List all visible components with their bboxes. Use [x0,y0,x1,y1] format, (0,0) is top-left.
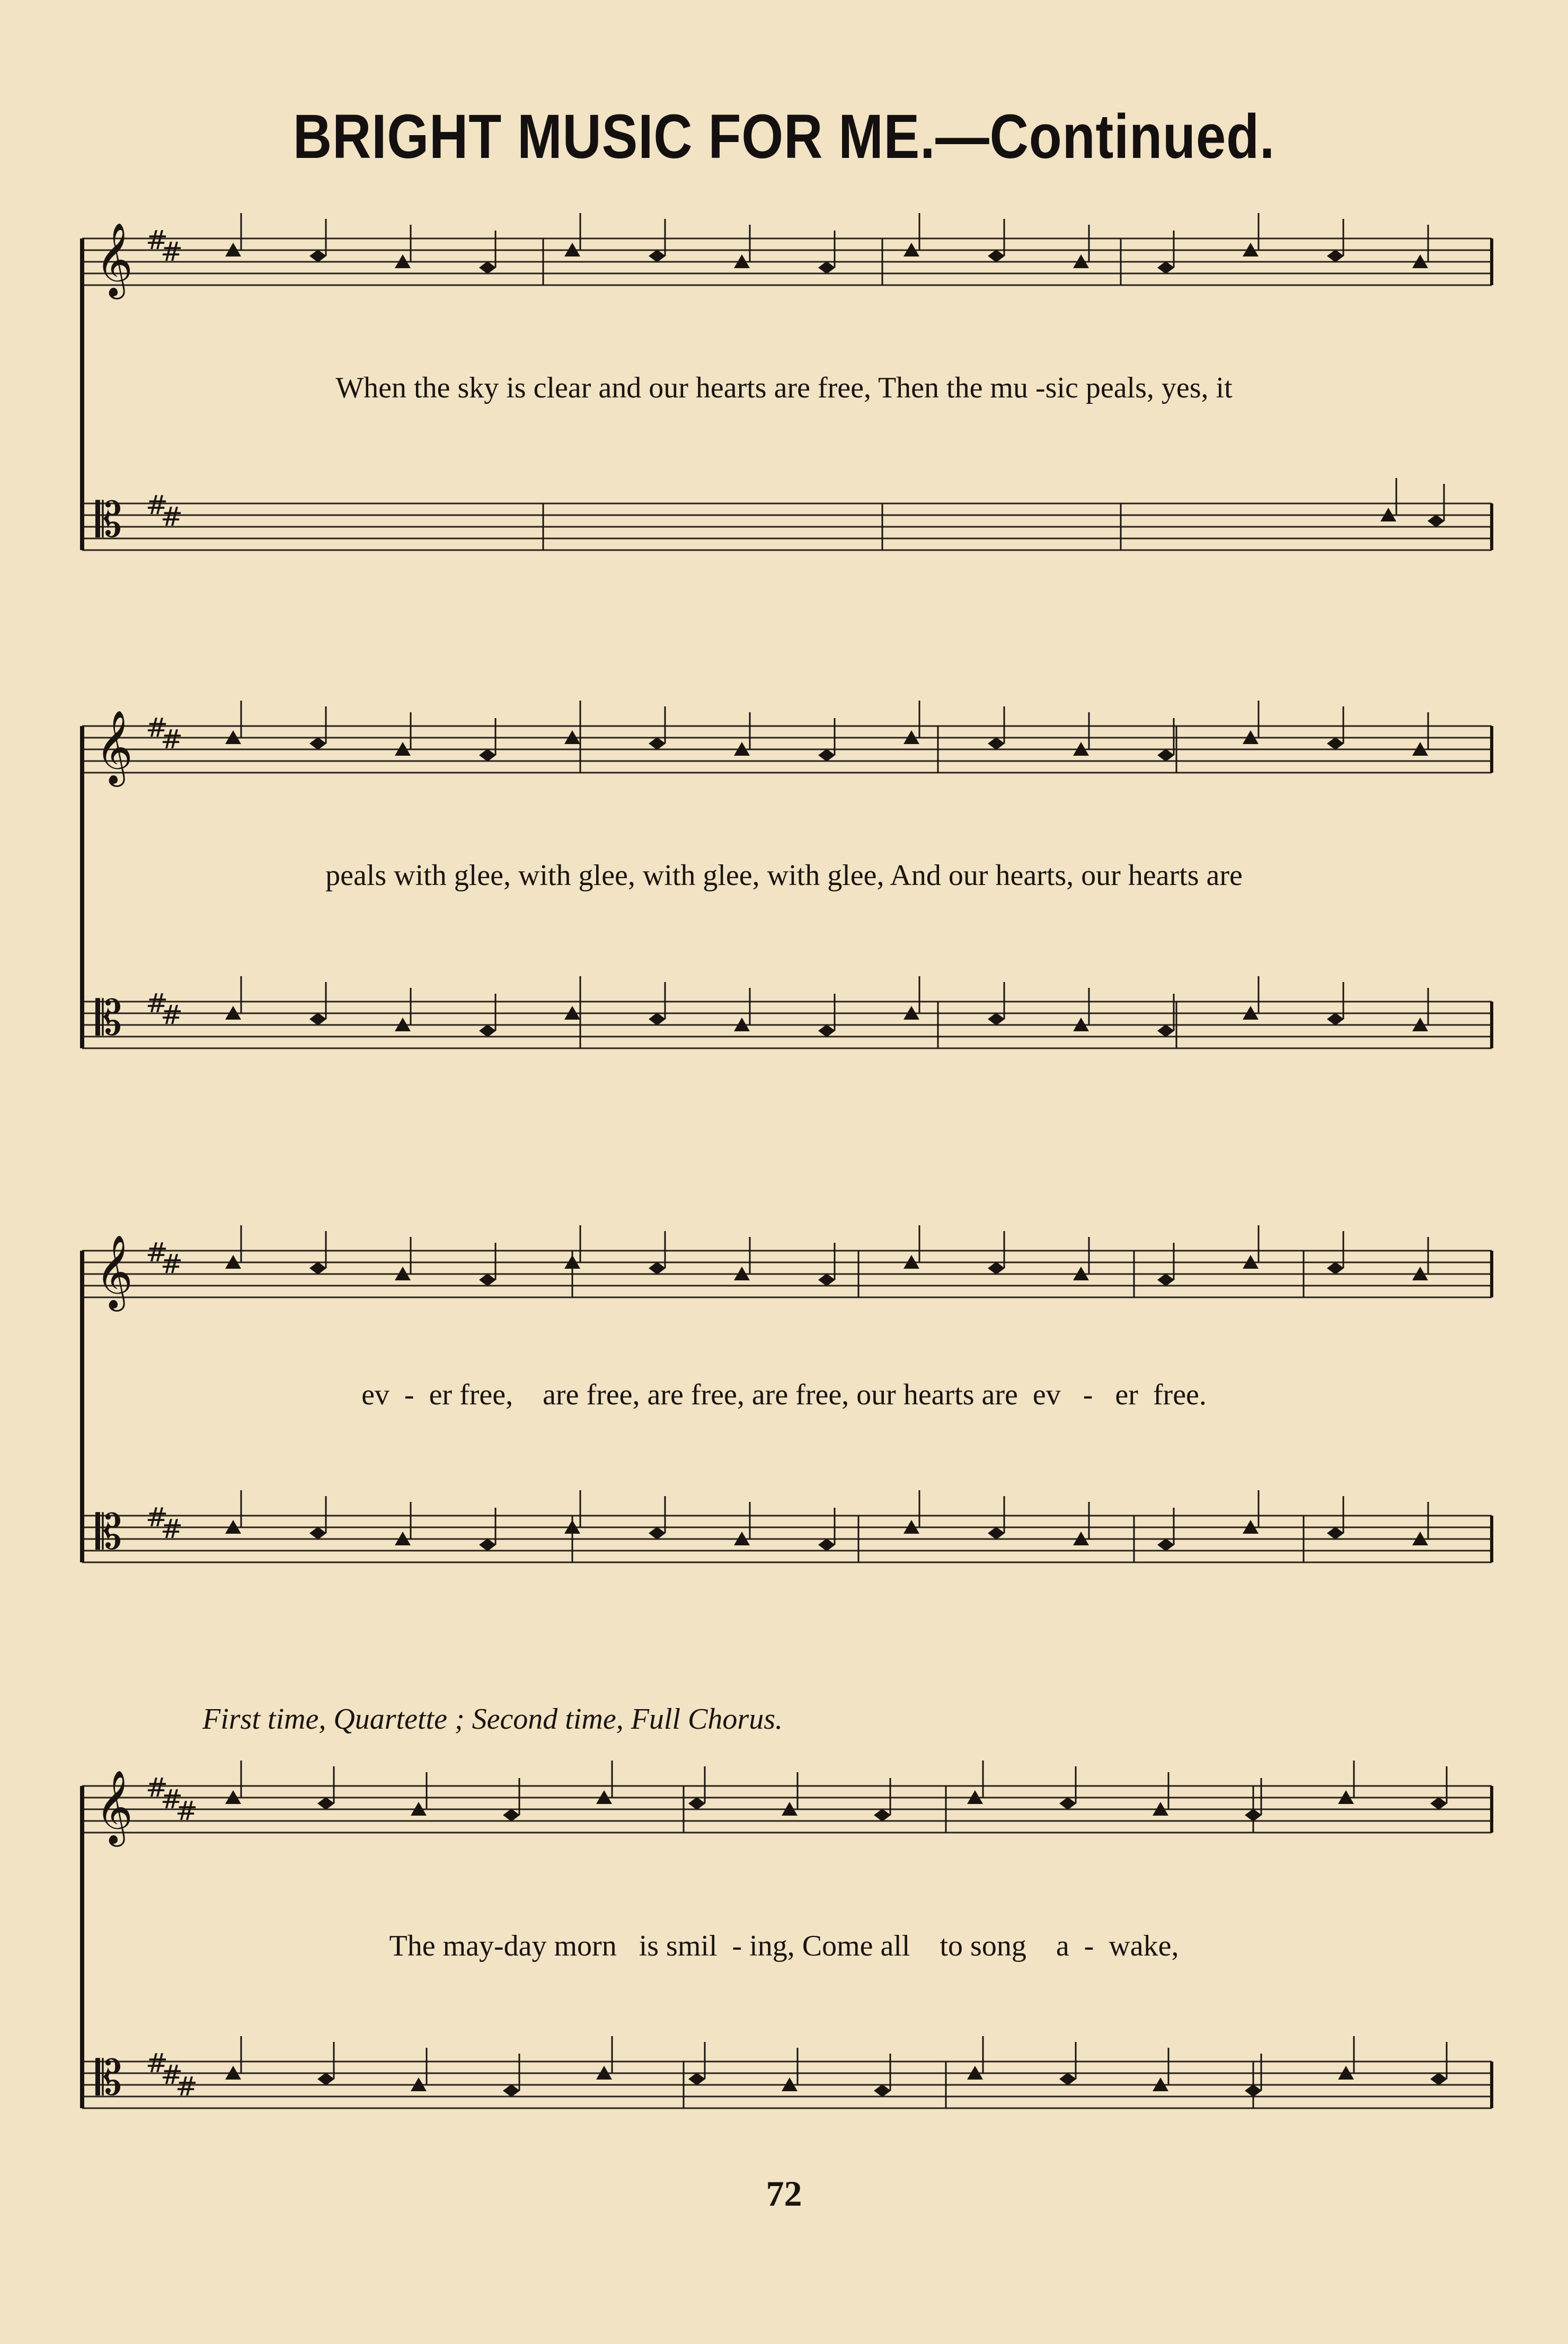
sharp-icon: # [146,1502,168,1533]
bass-staff-4-note [874,2084,891,2097]
bass-staff-4-note [1430,2073,1447,2085]
bass-staff-2-note [988,1013,1005,1025]
bass-staff-2-note [479,1024,496,1037]
sharp-icon: # [146,1237,168,1268]
treble-staff-2-note [1157,749,1174,762]
treble-staff-3-note [1157,1273,1174,1286]
treble-clef-icon: 𝄞 [95,1235,133,1308]
treble-clef-icon: 𝄞 [95,1770,133,1844]
sharp-icon: # [161,2059,183,2090]
lyric-line-4: The may-day morn is smil - ing, Come all to song a - wake, [389,1930,1179,1962]
treble-staff-4-note [503,1809,520,1821]
lyric-line-2: peals with glee, with glee, with glee, with glee, And our hearts, our hearts are [325,859,1243,892]
bass-staff-3-note [649,1527,666,1540]
sharp-icon: # [175,2071,198,2102]
bass-staff-3-note [479,1538,496,1551]
tenor-clef-icon: 𝄡 [95,492,122,548]
treble-staff-2-note [818,749,835,762]
treble-staff-3-note [479,1273,496,1286]
tenor-clef-icon: 𝄡 [95,990,122,1046]
sharp-icon: # [175,1795,198,1826]
treble-staff-2-note [309,737,326,750]
sharp-icon: # [161,999,183,1030]
bass-staff-3-note [1157,1538,1174,1551]
treble-staff-1-note [649,250,666,262]
bass-staff-1-note [1428,515,1445,527]
bass-staff-4-note [688,2073,705,2085]
lyric-line-1: When the sky is clear and our hearts are free, Then the mu -sic peals, yes, it [335,371,1233,404]
sharp-icon: # [161,501,183,532]
sharp-icon: # [161,236,183,267]
treble-staff-1-note [818,261,835,274]
bass-staff-2-note [309,1013,326,1025]
treble-staff-3-note [818,1273,835,1286]
bass-staff-3-note [988,1527,1005,1540]
bass-staff-4-note [1059,2073,1076,2085]
sharp-icon: # [146,988,168,1019]
treble-staff-1-note [1157,261,1174,274]
sharp-icon: # [161,1514,183,1544]
performance-direction: First time, Quartette ; Second time, Full Chorus. [202,1703,783,1736]
bass-staff-3-note [1327,1527,1344,1540]
sharp-icon: # [161,724,183,755]
sharp-icon: # [146,490,168,520]
page-title: BRIGHT MUSIC FOR ME.—Continued. [293,102,1275,172]
sharp-icon: # [146,225,168,255]
sharp-icon: # [146,712,168,743]
treble-staff-2-note [1327,737,1344,750]
treble-staff-4-note [874,1809,891,1821]
bass-staff-3-note [818,1538,835,1551]
sharp-icon: # [146,1772,168,1803]
bass-staff-2-note [1327,1013,1344,1025]
treble-staff-1-note [1327,250,1344,262]
treble-staff-3-note [309,1262,326,1275]
treble-staff-4-note [317,1797,334,1810]
treble-clef-icon: 𝄞 [95,223,133,296]
treble-staff-2-note [479,749,496,762]
treble-staff-1-note [309,250,326,262]
sharp-icon: # [146,2048,168,2078]
bass-staff-2-note [649,1013,666,1025]
treble-staff-3-note [1327,1262,1344,1275]
bass-staff-4-note [1245,2084,1262,2097]
treble-staff-4-note [1430,1797,1447,1810]
bass-staff-4-note [317,2073,334,2085]
tenor-clef-icon: 𝄡 [95,1505,122,1560]
lyric-line-3: ev - er free, are free, are free, are free, our hearts are ev - er free. [361,1378,1207,1411]
treble-staff-1-note [988,250,1005,262]
sharp-icon: # [161,1784,183,1815]
page-number: 72 [766,2173,802,2214]
bass-staff-2-note [1157,1024,1174,1037]
bass-staff-4-note [503,2084,520,2097]
treble-staff-3-note [649,1262,666,1275]
sharp-icon: # [161,1249,183,1279]
treble-staff-2-note [649,737,666,750]
treble-staff-4-note [688,1797,705,1810]
treble-staff-3-note [988,1262,1005,1275]
treble-staff-1-note [479,261,496,274]
treble-clef-icon: 𝄞 [95,710,133,784]
bass-staff-3-note [309,1527,326,1540]
treble-staff-4-note [1059,1797,1076,1810]
bass-staff-2-note [818,1024,835,1037]
treble-staff-2-note [988,737,1005,750]
tenor-clef-icon: 𝄡 [95,2050,122,2106]
treble-staff-4-note [1245,1809,1262,1821]
